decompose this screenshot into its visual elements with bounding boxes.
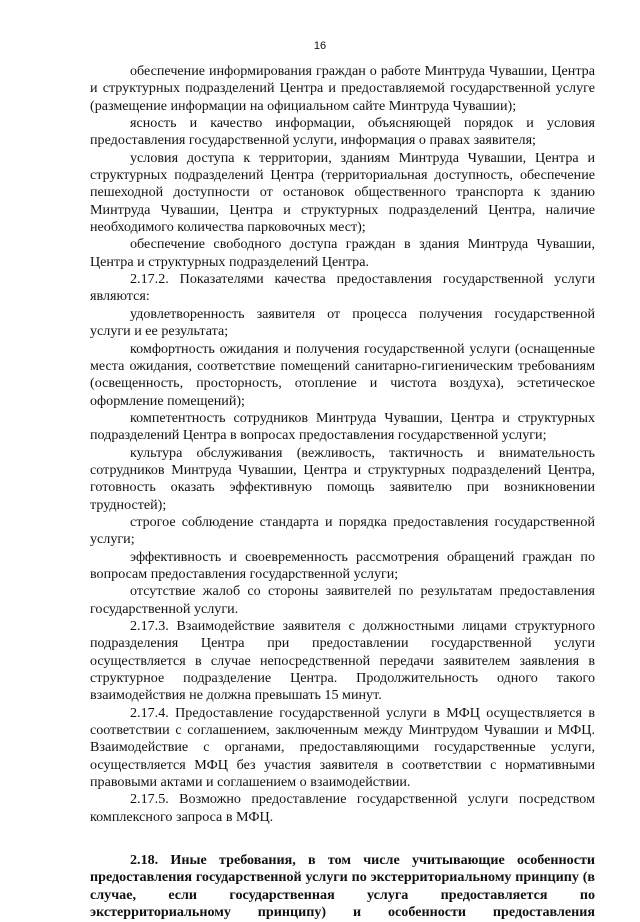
paragraph: 2.17.2. Показателями качества предоставления государственной услуги являются: bbox=[90, 271, 595, 305]
paragraph: удовлетворенность заявителя от процесса получения государственной услуги и ее результата; bbox=[90, 305, 595, 340]
paragraph: 2.17.4. Предоставление государственной услуги в МФЦ осуществляется в соответствии с соглашением, заключенным между Минтрудом Чувашии и МФЦ. Взаимодействие с органами, предоставляющими государственные услуги, осуществляется МФЦ без участия заявителя в соответствии с нормативными правовыми актами и соглашением о взаимодействии. bbox=[90, 704, 595, 791]
paragraph: условия доступа к территории, зданиям Минтруда Чувашии, Центра и структурных подразделений Центра (территориальная доступность, обеспечение пешеходной доступности от остановок общественного транспорта к зданию Минтруда Чувашии, Центра и структурных подразделений Центра, наличие необходимого количества парковочных мест); bbox=[90, 149, 595, 236]
section-heading: 2.18. Иные требования, в том числе учитывающие особенности предоставления государственной услуги по экстерриториальному принципу (в случае, если государственная услуга предоставляется по экстерриториальному принципу) и особенности предоставления bbox=[90, 852, 595, 921]
paragraph: комфортность ожидания и получения государственной услуги (оснащенные места ожидания, соответствие помещений санитарно-гигиеническим требованиям (освещенность, просторность, отопление и чистота воздуха), эстетическое оформление помещений); bbox=[90, 340, 595, 409]
paragraph: обеспечение свободного доступа граждан в здания Минтруда Чувашии, Центра и структурных подразделений Центра. bbox=[90, 236, 595, 270]
page-number: 16 bbox=[313, 40, 327, 52]
paragraph: ясность и качество информации, объясняющей порядок и условия предоставления государственной услуги, информация о правах заявителя; bbox=[90, 115, 595, 149]
paragraph: культура обслуживания (вежливость, тактичность и внимательность сотрудников Минтруда Чувашии, Центра и структурных подразделений Центра, готовность оказать эффективную помощь заявителю при возникновении трудностей); bbox=[90, 444, 595, 513]
paragraph: эффективность и своевременность рассмотрения обращений граждан по вопросам предоставления государственной услуги; bbox=[90, 548, 595, 582]
document-body bbox=[90, 63, 595, 922]
paragraph: отсутствие жалоб со стороны заявителей по результатам предоставления государственной услуги. bbox=[90, 583, 595, 617]
paragraph: строгое соблюдение стандарта и порядка предоставления государственной услуги; bbox=[90, 513, 595, 548]
paragraph: обеспечение информирования граждан о работе Минтруда Чувашии, Центра и структурных подразделений Центра и предоставляемой государственной услуге (размещение информации на официальном сайте Минтруда Чувашии); bbox=[90, 63, 595, 114]
paragraph: 2.17.3. Взаимодействие заявителя с должностными лицами структурного подразделения Центра при предоставлении государственной услуги осуществляется в случае непосредственной передачи заявителем заявления в структурное подразделение Центра. Продолжительность одного такого взаимодействия не должна превышать 15 минут. bbox=[90, 618, 595, 704]
paragraph: компетентность сотрудников Минтруда Чувашии, Центра и структурных подразделений Центра в вопросах предоставления государственной услуги; bbox=[90, 409, 595, 444]
paragraph: 2.17.5. Возможно предоставление государственной услуги посредством комплексного запроса в МФЦ. bbox=[90, 791, 595, 825]
